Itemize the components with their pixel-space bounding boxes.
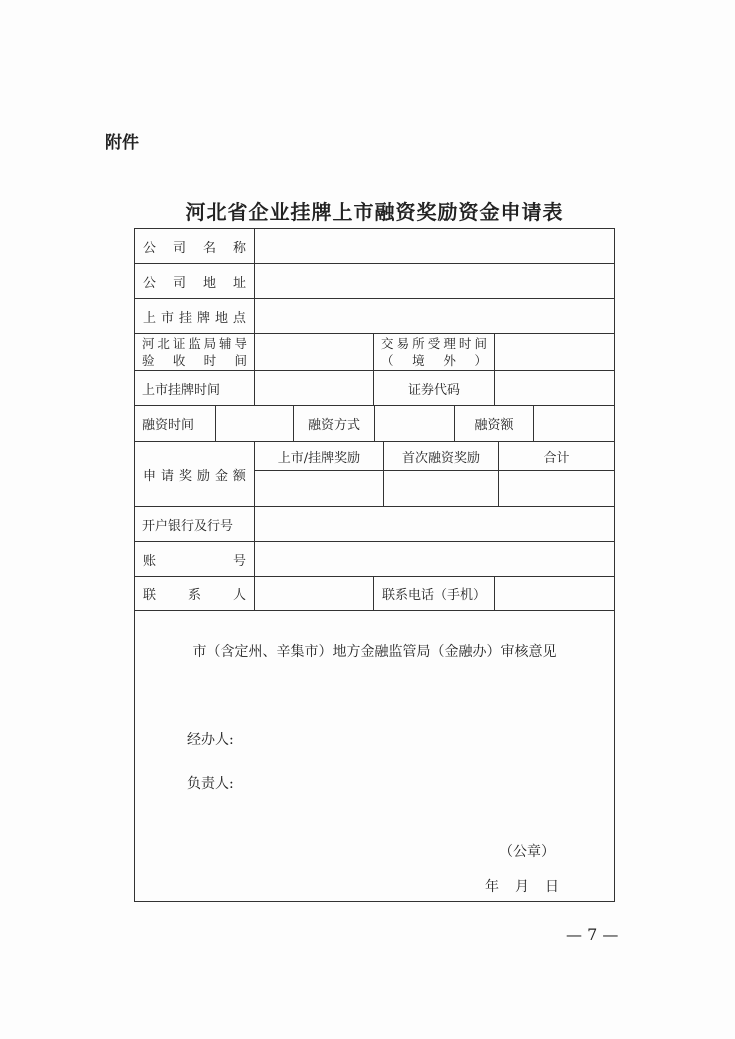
label-char: 局: [203, 336, 217, 351]
total-field[interactable]: [498, 470, 615, 507]
label-contact: [134, 576, 255, 611]
label-char: 交: [381, 336, 394, 351]
label-char: 司: [172, 240, 186, 256]
label-char: 系: [187, 588, 201, 603]
label-first-financing-reward: 首次融资奖励: [383, 441, 499, 471]
label-char: 额: [232, 468, 246, 484]
label-char: 联: [143, 588, 157, 603]
label-text: [142, 335, 247, 352]
exchange-time-field[interactable]: [494, 333, 615, 371]
label-stock-code: 证券代码: [373, 370, 495, 406]
phone-field[interactable]: [494, 576, 615, 611]
contact-field[interactable]: [254, 576, 374, 611]
label-char: 受: [427, 336, 441, 351]
label-account: [134, 541, 255, 577]
label-char: ）: [474, 353, 487, 368]
label-char: 辅: [219, 336, 232, 351]
form-title: 河北省企业挂牌上市融资奖励资金申请表: [185, 200, 564, 224]
company-address-field[interactable]: [254, 263, 615, 299]
page-number: — 7 —: [566, 925, 619, 944]
label-company-address: [134, 263, 255, 299]
label-char: 称: [232, 240, 246, 256]
attachment-label: 附件: [105, 133, 139, 153]
label-char: 号: [232, 553, 246, 569]
label-char: 所: [412, 336, 425, 351]
label-char: 公: [143, 275, 157, 291]
label-listing-time: 上市挂牌时间: [134, 370, 255, 406]
label-total: [498, 441, 615, 471]
label-listing-reward: 上市/挂牌奖励: [254, 441, 384, 471]
application-form: [134, 228, 615, 902]
date-label: 年 月 日: [485, 879, 560, 895]
label-char: 请: [160, 468, 174, 484]
label-char: 时: [458, 336, 472, 351]
handler-label: 经办人:: [187, 732, 234, 748]
stock-code-field[interactable]: [494, 370, 615, 406]
label-char: 励: [196, 468, 210, 484]
label-financing-amount: 融资额: [454, 405, 534, 442]
label-char: 公: [143, 240, 157, 256]
label-phone: 联系电话（手机）: [373, 576, 495, 611]
first-financing-reward-field[interactable]: [383, 470, 499, 507]
label-reward-amount: [134, 441, 255, 507]
label-text: [381, 335, 487, 352]
label-exchange-time: [373, 333, 495, 371]
label-char: 地: [214, 310, 228, 326]
label-char: 外: [443, 353, 456, 368]
financing-time-field[interactable]: [215, 405, 294, 442]
listing-venue-field[interactable]: [254, 298, 615, 334]
label-char: 合: [543, 450, 557, 466]
label-supervision-time: [134, 333, 255, 371]
review-section: [134, 610, 615, 902]
label-char: 收: [172, 353, 186, 368]
label-text: [381, 352, 487, 369]
label-char: 间: [234, 353, 247, 368]
label-char: 计: [556, 450, 570, 466]
label-char: 时: [203, 353, 217, 368]
listing-time-field[interactable]: [254, 370, 374, 406]
label-char: 境: [412, 353, 425, 368]
review-heading: 市（含定州、辛集市）地方金融监管局（金融办）审核意见: [192, 644, 557, 660]
label-char: 间: [474, 336, 487, 351]
label-char: 证: [172, 336, 186, 351]
bank-field[interactable]: [254, 506, 615, 542]
label-listing-venue: [134, 298, 255, 334]
label-char: 名: [202, 240, 216, 256]
label-char: 址: [232, 275, 246, 291]
supervision-time-field[interactable]: [254, 333, 374, 371]
label-char: （: [381, 353, 394, 368]
label-char: 挂: [178, 310, 192, 326]
label-text: [142, 352, 247, 369]
label-char: 理: [443, 336, 456, 351]
label-char: 账: [143, 553, 157, 569]
label-char: 导: [234, 336, 247, 351]
label-char: 牌: [196, 310, 210, 326]
label-char: 北: [157, 336, 170, 351]
label-char: 易: [396, 336, 410, 351]
label-char: 验: [142, 353, 155, 368]
label-char: 市: [160, 310, 174, 326]
label-financing-time: 融资时间: [134, 405, 216, 442]
company-name-field[interactable]: [254, 228, 615, 264]
label-char: 地: [202, 275, 216, 291]
label-char: 金: [214, 468, 228, 484]
label-char: 司: [172, 275, 186, 291]
label-financing-method: 融资方式: [293, 405, 375, 442]
account-field[interactable]: [254, 541, 615, 577]
official-seal-label: （公章）: [499, 844, 555, 860]
listing-reward-field[interactable]: [254, 470, 384, 507]
label-company-name: [134, 228, 255, 264]
label-char: 点: [232, 310, 246, 326]
label-bank: 开户银行及行号: [134, 506, 255, 542]
label-char: 奖: [178, 468, 192, 484]
label-char: 人: [232, 588, 246, 603]
responsible-label: 负责人:: [187, 776, 234, 792]
financing-method-field[interactable]: [374, 405, 455, 442]
financing-amount-field[interactable]: [533, 405, 615, 442]
label-char: 申: [143, 468, 157, 484]
label-char: 监: [188, 336, 201, 351]
label-char: 河: [142, 336, 155, 351]
label-char: 上: [143, 310, 157, 326]
